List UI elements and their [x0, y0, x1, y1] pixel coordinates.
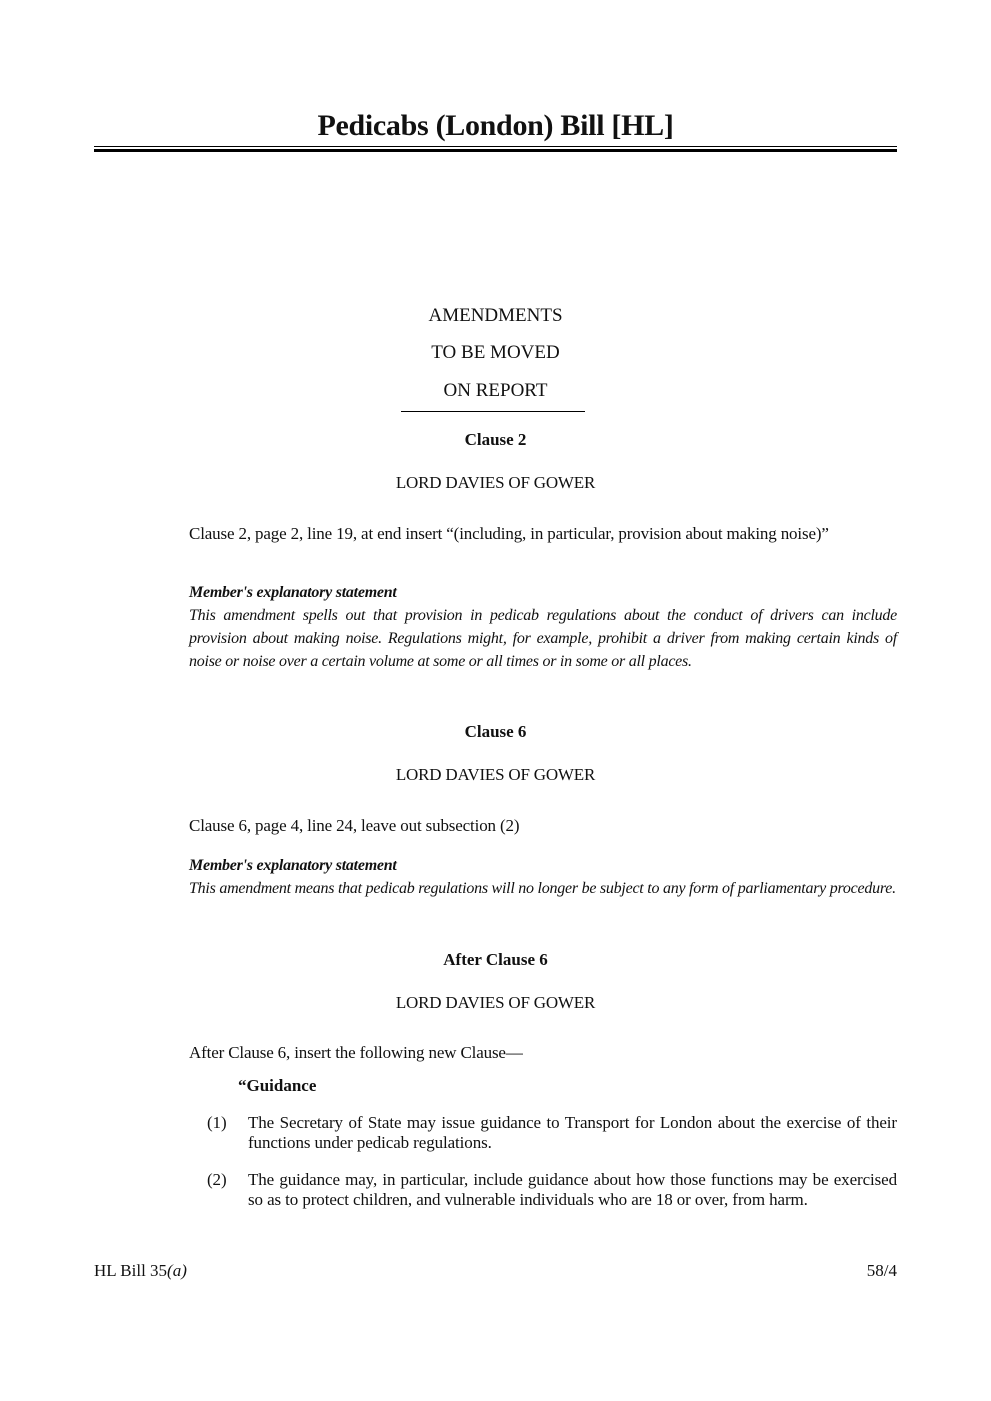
new-clause-heading: “Guidance: [238, 1076, 317, 1095]
amendment-text: After Clause 6, insert the following new Clause—: [189, 1043, 523, 1062]
amendment-text: Clause 6, page 4, line 24, leave out subsection (2): [189, 816, 520, 835]
explanatory-body: This amendment means that pedicab regulations will no longer be subject to any form of parliamentary procedure.: [189, 880, 896, 897]
explanatory-title: Member's explanatory statement: [189, 857, 397, 874]
heading-rule: [401, 411, 585, 412]
clause-heading: Clause 6: [464, 722, 527, 741]
explanatory-statement: [189, 581, 897, 673]
explanatory-title: Member's explanatory statement: [189, 584, 397, 601]
amendment-text: Clause 2, page 2, line 19, at end insert “(including, in particular, provision about making noise)”: [189, 524, 829, 543]
page-title: Pedicabs (London) Bill [HL]: [317, 109, 674, 142]
subsection: [207, 1170, 897, 1210]
subsection-text: The Secretary of State may issue guidance to Transport for London about the exercise of their functions under pedicab regulations.: [248, 1113, 897, 1152]
clause-heading: After Clause 6: [443, 950, 548, 969]
heading-amendments: AMENDMENTS: [428, 305, 563, 326]
bill-reference-prefix: HL Bill 35: [94, 1261, 168, 1280]
subsection-text: The guidance may, in particular, include guidance about how those functions may be exercised so as to protect children, and vulnerable individuals who are 18 or over, from harm.: [248, 1170, 897, 1209]
title-rule-thick: [94, 149, 897, 152]
subsection: [207, 1113, 897, 1153]
member-name: LORD DAVIES OF GOWER: [395, 765, 596, 784]
member-name: LORD DAVIES OF GOWER: [395, 473, 596, 492]
member-name: LORD DAVIES OF GOWER: [395, 993, 596, 1012]
subsection-number: (1): [207, 1113, 227, 1132]
page-reference: 58/4: [866, 1261, 897, 1280]
title-rule-thin: [94, 146, 897, 147]
bill-reference: [94, 1261, 187, 1281]
bill-reference-suffix: (a): [167, 1261, 187, 1280]
heading-on-report: ON REPORT: [443, 380, 548, 401]
subsection-number: (2): [207, 1170, 227, 1189]
explanatory-statement: [189, 854, 897, 900]
clause-heading: Clause 2: [464, 430, 527, 449]
explanatory-body: This amendment spells out that provision in pedicab regulations about the conduct of drivers can include provision about making noise. Regulations might, for example, prohibit a driver from making certain kinds of noise or noise over a certain volume at some or all times or in some or all places.: [189, 607, 897, 670]
heading-to-be-moved: TO BE MOVED: [431, 342, 560, 363]
